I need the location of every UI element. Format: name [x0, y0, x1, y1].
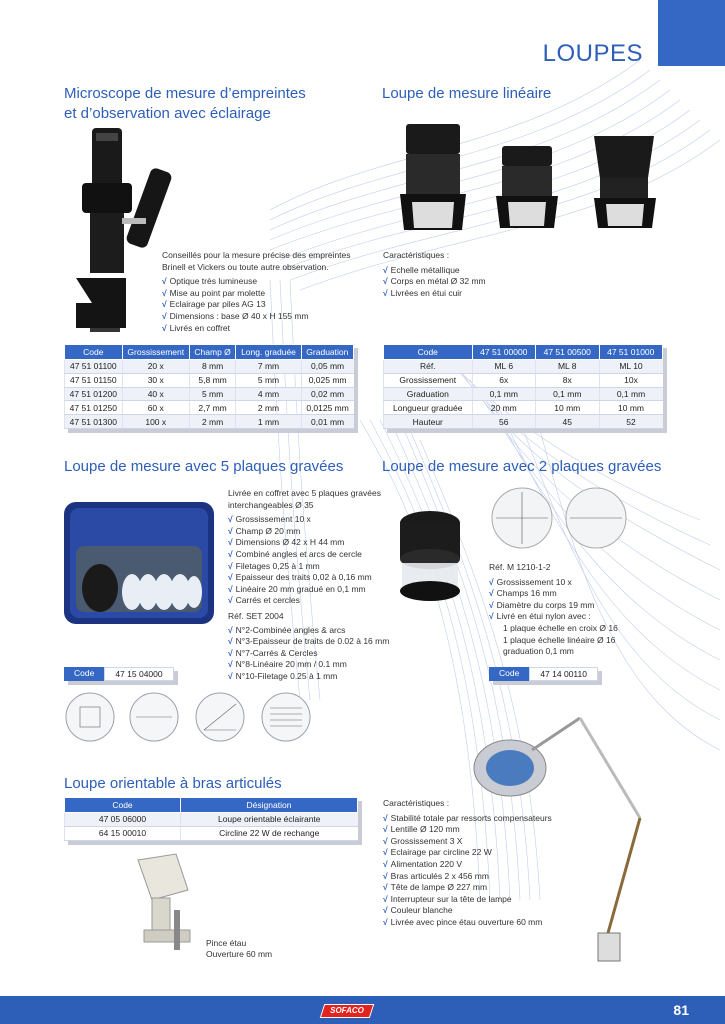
page-title: LOUPES — [542, 40, 643, 67]
spec-item-continuation: 1 plaque échelle linéaire Ø 16 — [503, 634, 616, 645]
spec-item: √ Livrés en coffret — [162, 322, 230, 333]
section-title-lineaire: Loupe de mesure linéaire — [382, 85, 552, 102]
clamp-image — [130, 850, 210, 960]
table-row: Grossissement 6x 8x 10x — [384, 373, 663, 387]
section-title-orientable: Loupe orientable à bras articulés — [64, 775, 282, 792]
table-header: 47 51 00500 — [536, 345, 599, 360]
table-row: Réf. ML 6 ML 8 ML 10 — [384, 360, 663, 374]
table-row: 47 51 01200 40 x 5 mm 4 mm 0,02 mm — [65, 387, 354, 401]
table-row: 47 51 01300 100 x 2 mm 1 mm 0,01 mm — [65, 415, 354, 429]
table-row: 47 51 01100 20 x 8 mm 7 mm 0,05 mm — [65, 360, 354, 374]
code-box-2-plaques — [489, 667, 598, 681]
spec-item: √ Corps en métal Ø 32 mm — [383, 276, 486, 287]
spec-item: √ Diamètre du corps 19 mm — [489, 599, 595, 610]
clamp-caption-line-1: Pince étau — [206, 938, 247, 948]
table-row: 64 15 00010 Circline 22 W de rechange — [65, 826, 358, 840]
spec-intro: Conseillés pour la mesure précise des empreintes Brinell et Vickers ou toute autre observation. — [162, 250, 351, 272]
table-header: Champ Ø — [189, 345, 235, 360]
spec-item: √ Eclairage par circline 22 W — [383, 847, 492, 858]
spec-item: √ Epaisseur des traits 0,02 à 0,16 mm — [228, 572, 372, 583]
spec-intro: Caractéristiques : — [383, 250, 450, 260]
spec-item: √ Alimentation 220 V — [383, 858, 463, 869]
spec-item: √ N°8-Linéaire 20 mm / 0.1 mm — [228, 659, 347, 670]
spec-item: √ Eclairage par piles AG 13 — [162, 299, 266, 310]
spec-item: √ Livré en étui nylon avec : — [489, 611, 591, 622]
table-header: 47 51 01000 — [599, 345, 663, 360]
code-box-5-plaques — [64, 667, 174, 681]
table-row: Longueur graduée 20 mm 10 mm 10 mm — [384, 401, 663, 415]
spec-item: √ Carrés et cercles — [228, 595, 300, 606]
table-microscope — [64, 344, 354, 429]
engraved-plates-image — [64, 690, 324, 744]
spec-list — [228, 514, 398, 607]
spec-lineaire — [383, 250, 583, 299]
table-row: 47 51 01250 60 x 2,7 mm 2 mm 0,0125 mm — [65, 401, 354, 415]
section-title-microscope — [64, 84, 306, 124]
table-lineaire — [383, 344, 663, 429]
spec-item: √ N°10-Filetage 0.25 à 1 mm — [228, 670, 338, 681]
spec-item: √ Echelle métallique — [383, 264, 460, 275]
table-header: Graduation — [301, 345, 353, 360]
page-number: 81 — [673, 1002, 689, 1018]
spec-item: √ Champ Ø 20 mm — [228, 525, 301, 536]
spec-item-continuation: 1 plaque échelle en croix Ø 16 — [503, 622, 618, 633]
spec-item: √ N°3-Epaisseur de traits de 0.02 à 16 mm — [228, 636, 390, 647]
spec-item: √ Stabilité totale par ressorts compensateurs — [383, 812, 552, 823]
spec-item: √ N°7-Carrés & Cercles — [228, 647, 318, 658]
spec-2-plaques — [489, 562, 664, 658]
corner-tab — [658, 0, 725, 66]
spec-item-continuation: graduation 0,1 mm — [503, 646, 574, 657]
brand-logo: SOFACO — [320, 1004, 375, 1018]
spec-list — [383, 265, 583, 300]
code-label: Code — [64, 667, 104, 681]
linear-loupes-image — [398, 118, 668, 233]
table-row: 47 51 01150 30 x 5,8 mm 5 mm 0,025 mm — [65, 373, 354, 387]
articulated-lamp-image — [470, 708, 670, 978]
section-title-line-2: et d’observation avec éclairage — [64, 105, 271, 122]
spec-list — [489, 577, 664, 658]
2-plates-image — [490, 486, 630, 550]
spec-5-plaques — [228, 488, 398, 683]
spec-item: √ Couleur blanche — [383, 905, 453, 916]
table-header: Long. graduée — [236, 345, 301, 360]
spec-item: √ Dimensions : base Ø 40 x H 155 mm — [162, 310, 309, 321]
spec-item: √ Tête de lampe Ø 227 mm — [383, 882, 488, 893]
spec-item: √ Livrées en étui cuir — [383, 287, 463, 298]
table-header: Code — [384, 345, 473, 360]
spec-item: √ Grossissement 10 x — [228, 514, 311, 525]
table-orientable — [64, 797, 358, 841]
table-header: Code — [65, 798, 181, 813]
loupe-2-plates-image — [390, 505, 470, 605]
ref-label: Réf. SET 2004 — [228, 610, 284, 621]
ref-label: Réf. M 1210-1-2 — [489, 562, 551, 572]
clamp-caption-line-2: Ouverture 60 mm — [206, 949, 273, 959]
table-row: Hauteur 56 45 52 — [384, 415, 663, 429]
spec-intro: Caractéristiques : — [383, 798, 450, 808]
code-value: 47 15 04000 — [104, 667, 173, 681]
code-label: Code — [489, 667, 529, 681]
spec-item: √ Grossissement 3 X — [383, 835, 463, 846]
spec-item: √ Optique très lumineuse — [162, 276, 258, 287]
spec-item: √ Champs 16 mm — [489, 588, 557, 599]
spec-item: √ Dimensions Ø 42 x H 44 mm — [228, 537, 345, 548]
spec-item: √ Bras articulés 2 x 456 mm — [383, 870, 489, 881]
spec-item: √ Livrée avec pince étau ouverture 60 mm — [383, 916, 543, 927]
section-title-5-plaques: Loupe de mesure avec 5 plaques gravées — [64, 458, 344, 475]
case-5-plates-image — [60, 498, 218, 628]
spec-item: √ Lentille Ø 120 mm — [383, 824, 460, 835]
table-header: Code — [65, 345, 123, 360]
spec-intro: Livrée en coffret avec 5 plaques gravées interchangeables Ø 35 — [228, 488, 381, 510]
table-header: 47 51 00000 — [472, 345, 535, 360]
table-header: Désignation — [181, 798, 358, 813]
spec-item: √ Mise au point par molette — [162, 287, 266, 298]
section-title-2-plaques: Loupe de mesure avec 2 plaques gravées — [382, 458, 662, 475]
spec-list — [162, 276, 372, 334]
spec-item: √ Linéaire 20 mm gradué en 0,1 mm — [228, 583, 366, 594]
table-row: 47 05 06000 Loupe orientable éclairante — [65, 813, 358, 827]
section-title-line-1: Microscope de mesure d’empreintes — [64, 85, 306, 102]
spec-item: √ Grossissement 10 x — [489, 576, 572, 587]
spec-item: √ N°2-Combinée angles & arcs — [228, 624, 346, 635]
code-value: 47 14 00110 — [529, 667, 598, 681]
spec-item: √ Filetages 0,25 à 1 mm — [228, 560, 320, 571]
clamp-caption — [206, 938, 272, 960]
spec-item: √ Interrupteur sur la tête de lampe — [383, 893, 512, 904]
table-row: Graduation 0,1 mm 0,1 mm 0,1 mm — [384, 387, 663, 401]
table-header: Grossissement — [122, 345, 189, 360]
spec-list-plates — [228, 625, 398, 683]
spec-item: √ Combiné angles et arcs de cercle — [228, 548, 362, 559]
spec-microscope — [162, 250, 372, 334]
